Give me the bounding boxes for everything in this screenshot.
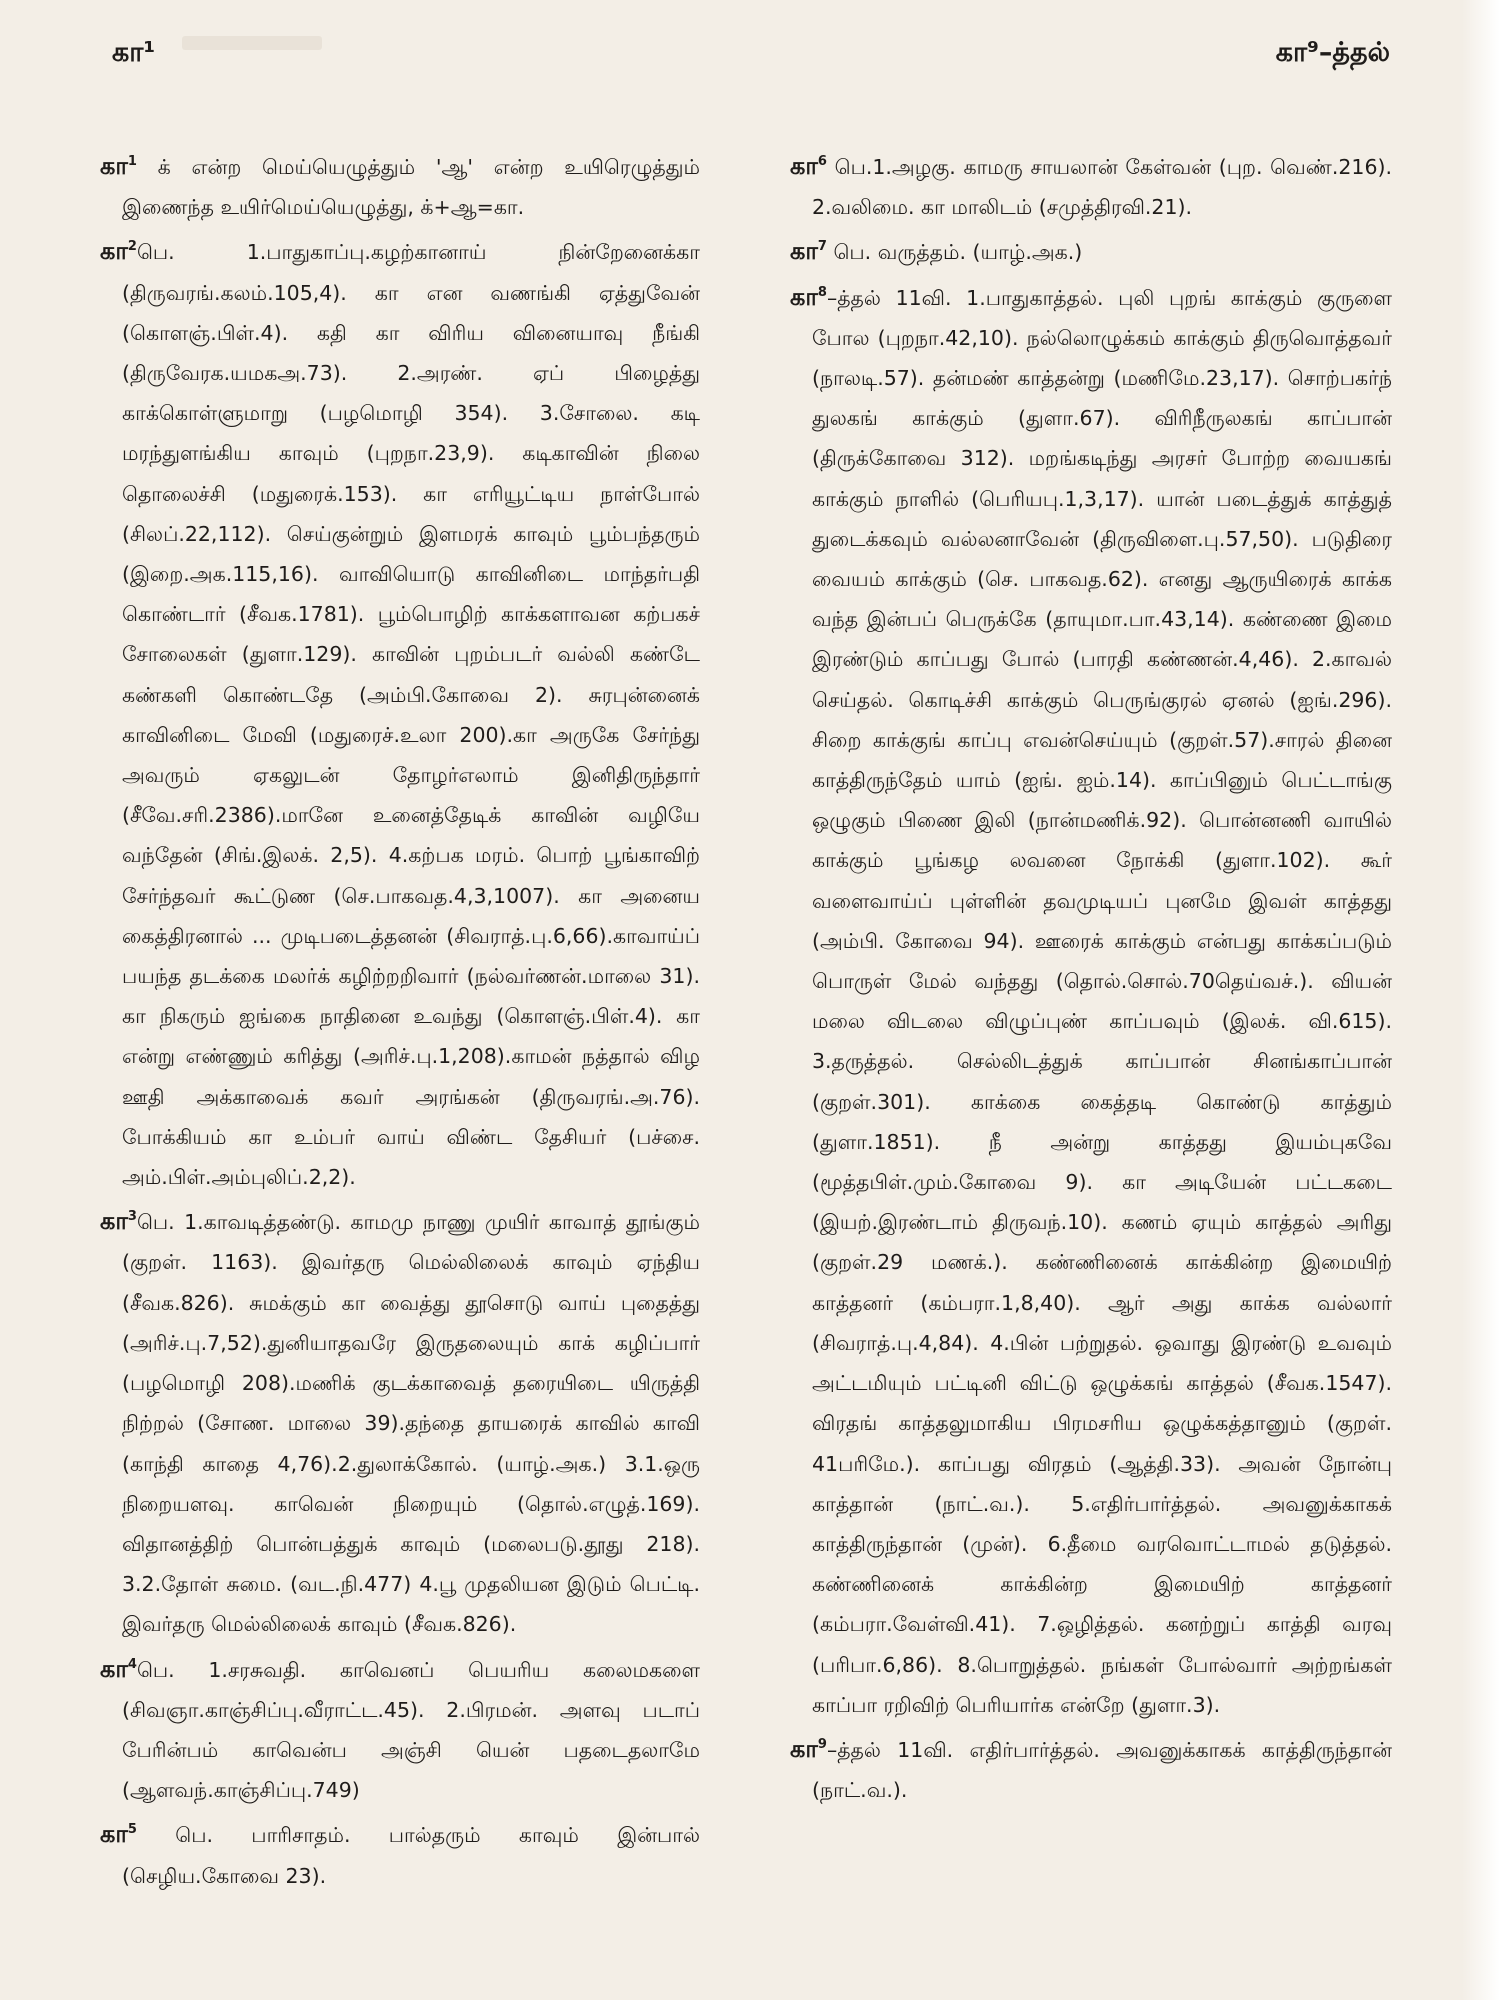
entry-definition: –த்தல் 11வி. எதிர்பார்த்தல். அவனுக்காகக் காத்திருந்தான் (நாட்.வ.). (812, 1737, 1392, 1803)
headword-number: 2 (127, 239, 137, 255)
dictionary-entry (790, 142, 1392, 227)
headword-number: 7 (817, 239, 827, 255)
dictionary-entry (100, 1197, 700, 1644)
left-column (100, 142, 700, 1896)
right-column (790, 142, 1392, 1810)
entry-headword: கா$^8$ (790, 282, 827, 311)
headword-number: 3 (127, 1209, 137, 1225)
dictionary-entry (790, 273, 1392, 1725)
dictionary-entry (100, 227, 700, 1197)
dictionary-entry (790, 1725, 1392, 1810)
entry-headword: கா$^3$ (100, 1207, 137, 1236)
entry-definition: பெ.1.அழகு. காமரு சாயலான் கேள்வன் (புற. வெண்.216). 2.வலிமை. கா மாலிடம் (சமுத்திரவி.21). (812, 155, 1392, 220)
entry-headword: கா$^1$ (100, 152, 137, 180)
headword-number: 6 (817, 154, 827, 169)
entry-headword: கா$^2$ (100, 237, 137, 266)
dictionary-entry (100, 1645, 700, 1811)
entry-definition: பெ. பாரிசாதம். பால்தரும் காவும் இன்பால் (செழிய.கோவை 23). (122, 1823, 700, 1888)
entry-definition: பெ. வருத்தம். (யாழ்.அக.) (826, 240, 1083, 265)
dictionary-entry (100, 142, 700, 227)
header-right-guideword: கா⁹–த்தல் (1275, 37, 1390, 68)
dictionary-entry (790, 227, 1392, 272)
headword-number: 9 (817, 1736, 827, 1752)
entry-definition: பெ. 1.காவடித்தண்டு. காமமு நாணு முயிர் காவாத் தூங்கும் (குறள். 1163). இவர்தரு மெல்லிலைக் காவும் ஏந்திய (சீவக.826). சுமக்கும் கா வைத்து தூசொடு வாய் புதைத்து (அரிச்.பு.7,52).துனியாதவரே இருதலையும் காக் கழிப்பார் (பழமொழி 208).மணிக் குடக்காவைத் தரையிடை யிருத்தி நிற்றல் (சோண. மாலை 39).தந்தை தாயரைக் காவில் காவி (காந்தி காதை 4,76).2.துலாக்கோல். (யாழ்.அக.) 3.1.ஒரு நிறையளவு. காவென் நிறையும் (தொல்.எழுத்.169). விதானத்திற் பொன்பத்துக் காவும் (மலைபடு.தூது 218). 3.2.தோள் சுமை. (வட.நி.477) 4.பூ முதலியன இடும் பெட்டி. இவர்தரு மெல்லிலைக் காவும் (சீவக.826). (122, 1210, 700, 1637)
faded-bleedthrough-text (182, 36, 322, 50)
page-edge (1462, 0, 1500, 2000)
headword-number: 5 (127, 1822, 137, 1838)
headword-number: 8 (817, 284, 827, 300)
entry-headword: கா$^7$ (790, 237, 827, 266)
entry-headword: கா$^6$ (790, 152, 827, 180)
entry-definition: க் என்ற மெய்யெழுத்தும் 'ஆ' என்ற உயிரெழுத்தும் இணைந்த உயிர்மெய்யெழுத்து, க்+ஆ=கா. (122, 155, 700, 220)
entry-headword: கா$^4$ (100, 1654, 137, 1683)
entry-definition: –த்தல் 11வி. 1.பாதுகாத்தல். புலி புறங் காக்கும் குருளை போல (புறநா.42,10). நல்லொழுக்கம் காக்கும் திருவொத்தவர் (நாலடி.57). தன்மண் காத்தன்று (மணிமே.23,17). சொற்பகர்ந் துலகங் காக்கும் (துளா.67). விரிநீருலகங் காப்பான் (திருக்கோவை 312). மறங்கடிந்து அரசர் போற்ற வையகங் காக்கும் நாளில் (பெரியபு.1,3,17). யான் படைத்துக் காத்துத் துடைக்கவும் வல்லனாவேன் (திருவிளை.பு.57,50). படுதிரை வையம் காக்கும் (செ. பாகவத.62). எனது ஆருயிரைக் காக்க வந்த இன்பப் பெருக்கே (தாயுமா.பா.43,14). கண்ணை இமை இரண்டும் காப்பது போல் (பாரதி கண்ணன்.4,46). 2.காவல் செய்தல். கொடிச்சி காக்கும் பெருங்குரல் ஏனல் (ஐங்.296). சிறை காக்குங் காப்பு எவன்செய்யும் (குறள்.57).சாரல் தினை காத்திருந்தேம் யாம் (ஐங். ஐம்.14). காப்பினும் பெட்டாங்கு ஒழுகும் பிணை இலி (நான்மணிக்.92). பொன்னணி வாயில் காக்கும் பூங்கழ லவனை நோக்கி (துளா.102). கூர் வளைவாய்ப் புள்ளின் தவமுடியப் புனமே இவள் காத்தது (அம்பி. கோவை 94). ஊரைக் காக்கும் என்பது காக்கப்படும் பொருள் மேல் வந்தது (தொல்.சொல்.70தெய்வச்.). வியன் மலை விடலை விழுப்புண் காப்பவும் (இலக். வி.615). 3.தருத்தல். செல்லிடத்துக் காப்பான் சினங்காப்பான் (குறள்.301). காக்கை கைத்தடி கொண்டு காத்தும் (துளா.1851). நீ அன்று காத்தது இயம்புகவே (மூத்தபிள்.மும்.கோவை 9). கா அடியேன் பட்டகடை (இயற்.இரண்டாம் திருவந்.10). கணம் ஏயும் காத்தல் அரிது (குறள்.29 மணக்.). கண்ணினைக் காக்கின்ற இமையிற் காத்தனர் (கம்பரா.1,8,40). ஆர் அது காக்க வல்லார் (சிவராத்.பு.4,84). 4.பின் பற்றுதல். ஒவாது இரண்டு உவவும் அட்டமியும் பட்டினி விட்டு ஒழுக்கங் காத்தல் (சீவக.1547). விரதங் காத்தலுமாகிய பிரமசரிய ஒழுக்கத்தானும் (குறள். 41பரிமே.). காப்பது விரதம் (ஆத்தி.33). அவன் நோன்பு காத்தான் (நாட்.வ.). 5.எதிர்பார்த்தல். அவனுக்காகக் காத்திருந்தான் (முன்). 6.தீமை வரவொட்டாமல் தடுத்தல். கண்ணினைக் காக்கின்ற இமையிற் காத்தனர் (கம்பரா.வேள்வி.41). 7.ஒழித்தல். கனற்றுப் காத்தி வரவு (பரிபா.6,86). 8.பொறுத்தல். நங்கள் போல்வார் அற்றங்கள் காப்பா ரறிவிற் பெரியார்க என்றே (துளா.3). (812, 285, 1392, 1717)
headword-number: 1 (127, 154, 137, 169)
running-header (112, 26, 1390, 72)
dictionary-entry (100, 1810, 700, 1895)
headword-number: 4 (127, 1656, 137, 1672)
entry-headword: கா$^9$ (790, 1734, 827, 1763)
entry-definition: பெ. 1.சரசுவதி. காவெனப் பெயரிய கலைமகளை (சிவஞா.காஞ்சிப்பு.வீராட்ட.45). 2.பிரமன். அளவு படாப் பேரின்பம் காவென்ப அஞ்சி யென் பதடைதலாமே (ஆளவந்.காஞ்சிப்பு.749) (122, 1657, 700, 1803)
header-left-guideword: கா¹ (112, 37, 156, 68)
entry-definition: பெ. 1.பாதுகாப்பு.கழற்கானாய் நின்றேனைக்கா (திருவரங்.கலம்.105,4). கா என வணங்கி ஏத்துவேன் (கொளஞ்.பிள்.4). கதி கா விரிய வினையாவு நீங்கி (திருவேரக.யமகஅ.73). 2.அரண். ஏப் பிழைத்து காக்கொள்ளுமாறு (பழமொழி 354). 3.சோலை. கடி மரந்துளங்கிய காவும் (புறநா.23,9). கடிகாவின் நிலை தொலைச்சி (மதுரைக்.153). கா எரியூட்டிய நாள்போல் (சிலப்.22,112). செய்குன்றும் இளமரக் காவும் பூம்பந்தரும் (இறை.அக.115,16). வாவியொடு காவினிடை மாந்தர்பதி கொண்டார் (சீவக.1781). பூம்பொழிற் காக்களாவன கற்பகச் சோலைகள் (துளா.129). காவின் புறம்படர் வல்லி கண்டே கண்களி கொண்டதே (அம்பி.கோவை 2). சுரபுன்னைக் காவினிடை மேவி (மதுரைச்.உலா 200).கா அருகே சேர்ந்து அவரும் ஏகலுடன் தோழர்எலாம் இனிதிருந்தார் (சீவே.சரி.2386).மானே உனைத்தேடிக் காவின் வழியே வந்தேன் (சிங்.இலக். 2,5). 4.கற்பக மரம். பொற் பூங்காவிற் சேர்ந்தவர் கூட்டுண (செ.பாகவத.4,3,1007). கா அனைய கைத்திரனால் ... முடிபடைத்தனன் (சிவராத்.பு.6,66).காவாய்ப் பயந்த தடக்கை மலர்க் கழிற்றறிவார் (நல்வர்ணன்.மாலை 31). கா நிகரும் ஐங்கை நாதினை உவந்து (கொளஞ்.பிள்.4). கா என்று எண்ணும் கரித்து (அரிச்.பு.1,208).காமன் நத்தால் விழ ஊதி அக்காவைக் கவர் அரங்கன் (திருவரங்.அ.76). போக்கியம் கா உம்பர் வாய் விண்ட தேசியர் (பச்சை. அம்.பிள்.அம்புலிப்.2,2). (122, 240, 700, 1190)
entry-headword: கா$^5$ (100, 1820, 137, 1849)
